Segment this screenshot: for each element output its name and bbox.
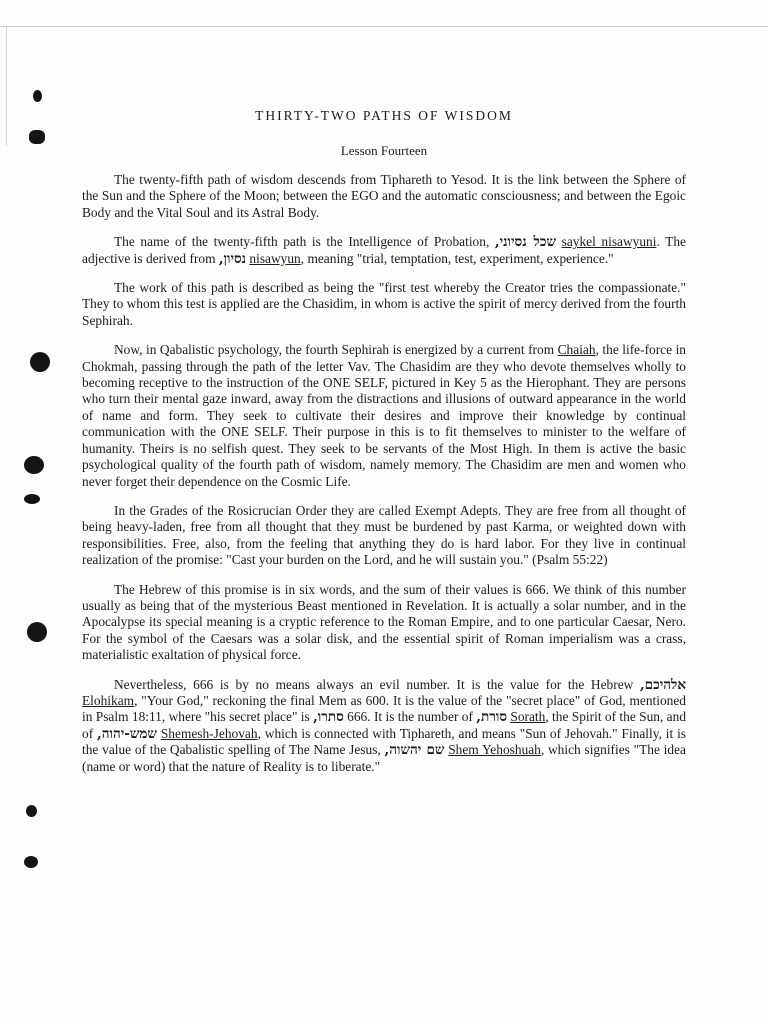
body-text	[82, 172, 686, 788]
lesson-subtitle: Lesson Fourteen	[340, 143, 428, 158]
paragraph-6: The Hebrew of this promise is in six words, and the sum of their values is 666. We think of this number usually as being that of the mysterious Beast mentioned in Revelation. It is actually a solar number, and in the Apocalypse its special meaning is a cryptic reference to the Roman Empire, and to one particular Caesar, Nero. For the symbol of the Caesars was a solar disk, and the essential spirit of Roman imperialism was a crass, materialistic exaltation of physical force.	[82, 581, 686, 663]
punch-hole-mark	[33, 90, 42, 102]
text-span: , the life-force in Chokmah, passing through the path of the letter Vav. The Chasidim are they who devote themselves wholly to becoming receptive to the instruction of the ONE SELF, pictured in Key 5 as the Hierophant. They are persons who turn their mental gaze inward, away from the distractions and illusions of outward appearance in the world of name and form. They seek to cultivate their desires and improve their knowledge by continual communication with the ONE SELF. Their purpose in this is to fit themselves to minister to the welfare of humanity. Theirs is no selfish quest. They seek to be servants of the Most High. In them is active the basic psychological quality of the fourth path of wisdom, namely memory. The Chasidim are men and women who never forget their dependence on the Cosmic Life.	[82, 342, 686, 489]
paragraph-4	[82, 342, 686, 490]
punch-hole-mark	[26, 805, 37, 817]
transliteration: Shem Yehoshuah	[448, 742, 541, 758]
punch-hole	[27, 622, 47, 642]
hebrew-text: נסיון,	[218, 250, 247, 267]
transliteration: Sorath	[510, 709, 546, 725]
text-span: Nevertheless, 666 is by no means always an evil number. It is the value for the Hebrew	[114, 676, 634, 692]
text-span: , which is connected with Tiphareth, and means "Sun of Jehovah." Finally, it is the value of the Qabalistic spelling of The Name Jesus,	[82, 725, 687, 758]
transliteration: nisawyun	[249, 250, 301, 266]
hebrew-text: שכל נסיוני,	[494, 234, 557, 251]
document-title: THIRTY-TWO PATHS OF WISDOM	[255, 108, 513, 123]
text-span: , the Spirit of the Sun, and of	[82, 709, 687, 741]
scan-edge-line	[6, 26, 7, 146]
text-span: , "Your God," reckoning the final Mem as 600. It is the value of the "secret place" of God, mentioned in Psalm 18:11, where "his secret place" is	[82, 692, 686, 725]
transliteration: Chaiah	[557, 342, 596, 358]
hebrew-text: אלהיכם,	[639, 676, 686, 693]
hebrew-text: שם יהשוה,	[384, 742, 445, 759]
punch-hole-mark	[24, 494, 40, 504]
hebrew-text: סתרו,	[313, 709, 344, 726]
hebrew-text: סורת,	[476, 709, 507, 726]
paragraph-7	[82, 677, 686, 775]
paragraph-1: The twenty-fifth path of wisdom descends from Tiphareth to Yesod. It is the link between the Sphere of the Sun and the Sphere of the Moon; between the EGO and the automatic consciousness; and between the Egoic Body and the Vital Soul and its Astral Body.	[82, 172, 686, 220]
text-span: . The adjective is derived from	[82, 234, 686, 266]
punch-hole	[30, 352, 50, 372]
punch-hole-mark	[29, 130, 45, 144]
transliteration: saykel nisawyuni	[561, 234, 657, 250]
hebrew-text: שמש-יהוה,	[97, 725, 157, 742]
scan-edge-line	[0, 26, 768, 27]
transliteration: Elohikam	[82, 692, 135, 708]
paragraph-3: The work of this path is described as being the "first test whereby the Creator tries the compassionate." They to whom this test is applied are the Chasidim, in whom is active the spirit of mercy derived from the fourth Sephirah.	[82, 280, 686, 328]
text-span: , meaning "trial, temptation, test, experiment, experience."	[300, 250, 614, 266]
punch-hole	[24, 456, 44, 474]
punch-hole-mark	[24, 856, 38, 868]
text-span: The name of the twenty-fifth path is the Intelligence of Probation,	[114, 234, 490, 250]
paragraph-5: In the Grades of the Rosicrucian Order they are called Exempt Adepts. They are free from all thought of being heavy-laden, free from all thought that they must be burdened by past Karma, or weighted down with responsibilities. Free, also, from the feeling that anything they do is hard labor. For they live in continual realization of the promise: "Cast your burden on the Lord, and he will sustain you." (Psalm 55:22)	[82, 502, 686, 568]
paragraph-2	[82, 234, 686, 267]
transliteration: Shemesh-Jehovah	[160, 725, 258, 741]
text-span: Now, in Qabalistic psychology, the fourth Sephirah is energized by a current from	[114, 342, 555, 358]
text-span: 666. It is the number of	[347, 709, 473, 725]
text-span: , which signifies "The idea (name or word) that the nature of Reality is to liberate."	[82, 742, 686, 774]
